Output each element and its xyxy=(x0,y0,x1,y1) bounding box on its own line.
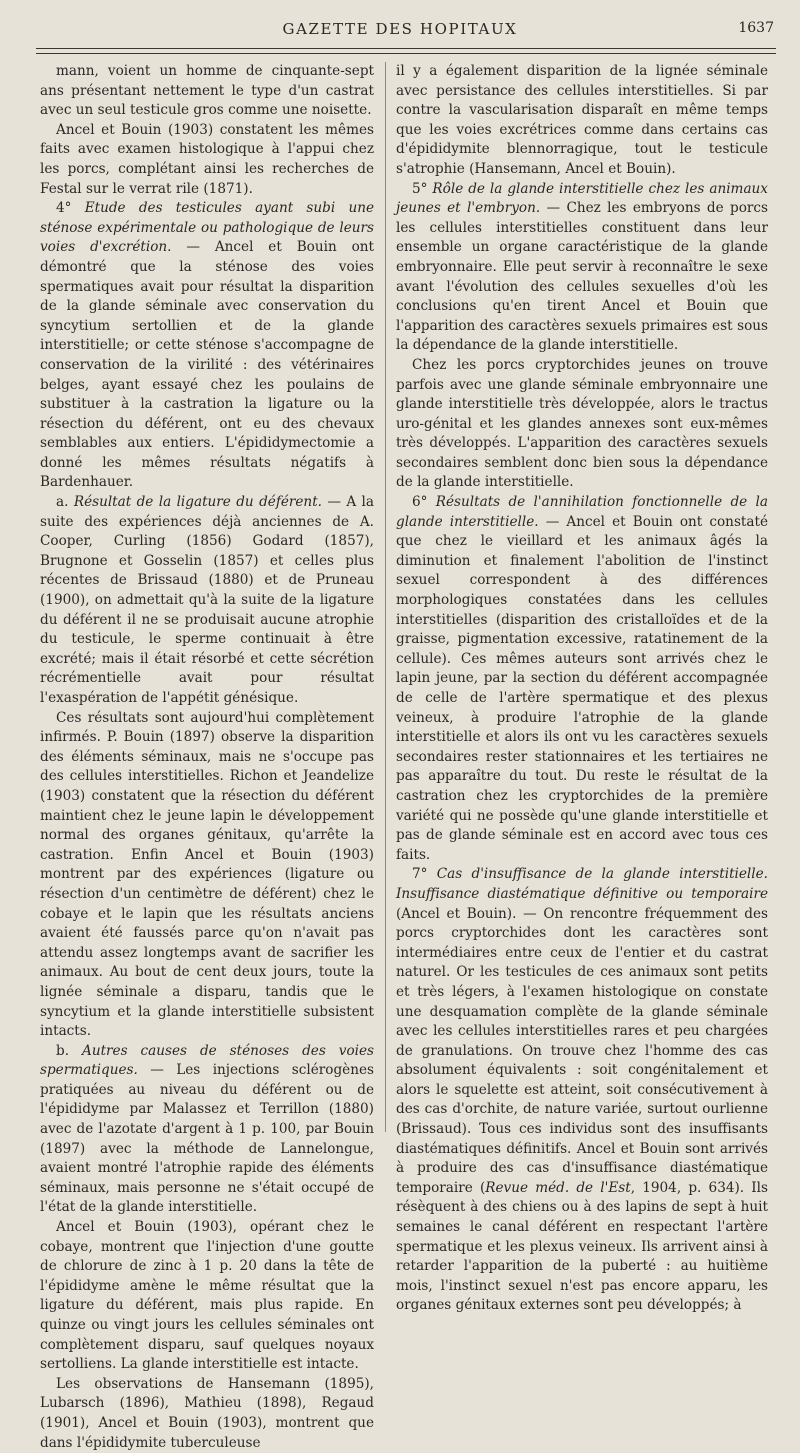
header-rule-thin xyxy=(36,53,776,54)
text-run: — Ancel et Bouin ont démontré que la sténose des voies spermatiques avait pour résultat la disparition de la glande séminale avec conservation du syncytium sertollien et de la glande interstitielle; or cette sténose s'accompagne de conservation de la virilité : des vétérinaires belges, ayant essayé chez les poulains de substituer à la castration la ligature ou la résection du déférent, ont eu des chevaux semblables aux entiers. L'épididymectomie a donné les mêmes résultats négatifs à Bardenhauer. xyxy=(40,239,375,491)
right-column xyxy=(396,62,768,1316)
text-run: Les observations de Hansemann (1895), Lubarsch (1896), Mathieu (1898), Regaud (1901), Ancel et Bouin (1903), montrent que dans l'épididymite tuberculeuse xyxy=(40,1375,374,1451)
paragraph xyxy=(40,1375,374,1453)
running-head xyxy=(0,20,800,42)
text-run: a. xyxy=(56,494,74,511)
running-title: GAZETTE DES HOPITAUX xyxy=(282,20,518,38)
italic-run: Autres causes de sténoses des voies spermatiques. xyxy=(40,1042,374,1079)
paragraph xyxy=(396,493,768,865)
paragraph xyxy=(40,1218,374,1375)
paragraph xyxy=(40,121,374,199)
italic-run: Rôle de la glande interstitielle chez les animaux jeunes et l'embryon. xyxy=(396,180,768,217)
paragraph xyxy=(40,709,374,1042)
page-number: 1637 xyxy=(738,20,774,36)
paragraph xyxy=(396,180,768,356)
text-run: mann, voient un homme de cinquante-sept ans présentant nettement le type d'un castrat avec un seul testicule gros comme une noisette. xyxy=(40,63,374,119)
italic-run: Etude des testicules ayant subi une sténose expérimentale ou pathologique de leurs voies d'excrétion. xyxy=(40,200,374,256)
paragraph xyxy=(396,356,768,493)
paragraph xyxy=(40,62,374,121)
text-run: Ancel et Bouin (1903), opérant chez le cobaye, montrent que l'injection d'une goutte de chlorure de zinc à 1 p. 20 dans la tête de l'épididyme amène le même résultat que la ligature du déférent, mais plus rapide. En quinze ou vingt jours les cellules séminales ont complètement disparu, sauf quelques noyaux sertolliens. La glande interstitielle est intacte. xyxy=(40,1219,374,1373)
text-run: il y a également disparition de la lignée séminale avec persistance des cellules interstitielles. Si par contre la vascularisation disparaît en même temps que les voies excrétrices comme dans certains cas d'épididymite blennorragique, tout le testicule s'atrophie (Hansemann, Ancel et Bouin). xyxy=(396,63,768,177)
italic-run: Cas d'insuffisance de la glande interstitielle. Insuffisance diastématique définitive ou temporaire xyxy=(396,866,768,902)
paragraph xyxy=(40,1042,374,1218)
text-run: b. xyxy=(56,1042,82,1059)
text-run: 5° xyxy=(412,180,433,197)
text-run: — A la suite des expériences déjà anciennes de A. Cooper, Curling (1856) Godard (1857), Brugnone et Gosselin (1857) et celles plus récentes de Brissaud (1880) et de Pruneau (1900), on admettait qu'à la suite de la ligature du déférent il ne se produisait aucune atrophie du testicule, le sperme continuait à être excrété; mais il était résorbé et cette sécrétion récrémentielle avait pour résultat l'exaspération de l'appétit génésique. xyxy=(40,494,375,706)
text-run: (Ancel et Bouin). — On rencontre fréquemment des porcs cryptorchides dont les caractères sont intermédiaires entre ceux de l'entier et du castrat naturel. Or les testicules de ces animaux sont petits et très légers, à l'examen histologique on constate une desquamation complète de la glande séminale avec les cellules interstitielles rares et peu chargées de granulations. On trouve chez l'homme des cas absolument équivalents : soit congénitalement et alors le squelette est atteint, soit consécutivement à des cas d'orchite, de nature variée, surtout ourlienne (Brissaud). Tous ces individus sont des insuffisants diastématiques définitifs. Ancel et Bouin sont arrivés à produire des cas d'insuffisance diastématique temporaire ( xyxy=(396,905,768,1196)
text-run: , 1904, p. 634). Ils résèquent à des chiens ou à des lapins de sept à huit semaines le canal déférent en respectant l'artère spermatique et les plexus veineux. Ils arrivent ainsi à retarder l'apparition de la puberté : au huitième mois, l'instinct sexuel n'est pas encore apparu, les organes génitaux externes sont peu développés; à xyxy=(396,1179,768,1314)
text-run: Ces résultats sont aujourd'hui complètement infirmés. P. Bouin (1897) observe la disparition des éléments séminaux, mais ne s'occupe pas des cellules interstitielles. Richon et Jeandelize (1903) constatent que la résection du déférent maintient chez le jeune lapin le développement normal des organes génitaux, qu'arrête la castration. Enfin Ancel et Bouin (1903) montrent par des expériences (ligature ou résection d'un centimètre de déférent) chez le cobaye et le lapin que les résultats anciens avaient été faussés parce qu'on n'avait pas attendu assez longtemps avant de sacrifier les animaux. Au bout de cent deux jours, toute la lignée séminale a disparu, tandis que le syncytium et la glande interstitielle subsistent intacts. xyxy=(40,709,374,1040)
paragraph xyxy=(396,62,768,180)
text-run: — Ancel et Bouin ont constaté que chez le vieillard et les animaux âgés la diminution et finalement l'abolition de l'instinct sexuel correspondent à des différences morphologiques constatées dans les cellules interstitielles (disparition des cristalloïdes et de la graisse, pigmentation excessive, ratatinement de la cellule). Ces mêmes auteurs sont arrivés chez le lapin jeune, par la section du déférent accompagnée de celle de l'artère spermatique et des plexus veineux, à produire l'atrophie de la glande interstitielle et alors ils ont vu les caractères sexuels secondaires rester stationnaires et les tertiaires ne pas apparaître du tout. Du reste le résultat de la castration chez les cryptorchides de la première variété qui ne possède qu'une glande interstitielle et pas de glande séminale est en accord avec tous ces faits. xyxy=(396,513,768,863)
text-run: — Les injections sclérogènes pratiquées au niveau du déférent ou de l'épididyme par Malassez et Terrillon (1880) avec de l'azotate d'argent à 1 p. 100, par Bouin (1897) avec la méthode de Lannelongue, avaient montré l'atrophie rapide des éléments séminaux, mais personne ne s'était occupé de l'état de la glande interstitielle. xyxy=(40,1062,374,1216)
paragraph xyxy=(396,865,768,1316)
paragraph xyxy=(40,493,374,709)
column-divider xyxy=(385,62,386,1132)
text-run: 6° xyxy=(412,494,436,511)
italic-run: Résultat de la ligature du déférent. xyxy=(73,494,322,511)
text-run: Chez les porcs cryptorchides jeunes on trouve parfois avec une glande séminale embryonnaire une glande interstitielle très développée, alors le tractus uro-génital et les glandes annexes sont eux-mêmes très développés. L'apparition des caractères sexuels secondaires semblent donc bien sous la dépendance de la glande interstitielle. xyxy=(396,356,768,491)
italic-run: Revue méd. de l'Est xyxy=(485,1179,631,1196)
text-run: Ancel et Bouin (1903) constatent les mêmes faits avec examen histologique à l'appui chez les porcs, complétant ainsi les recherches de Festal sur le verrat rile (1871). xyxy=(40,121,374,197)
left-column xyxy=(40,62,374,1453)
italic-run: Résultats de l'annihilation fonctionnelle de la glande interstitielle. xyxy=(396,494,768,530)
paragraph xyxy=(40,199,374,493)
text-run: 4° xyxy=(56,200,85,217)
text-run: 7° xyxy=(412,866,437,883)
header-rule-thick xyxy=(36,48,776,49)
text-run: — Chez les embryons de porcs les cellules interstitielles constituent dans leur ensemble un organe caractéristique de la glande embryonnaire. Elle peut servir à reconnaître le sexe avant l'évolution des cellules sexuelles d'où les conclusions qu'en tirent Ancel et Bouin que l'apparition des caractères sexuels primaires est sous la dépendance de la glande interstitielle. xyxy=(396,200,768,354)
